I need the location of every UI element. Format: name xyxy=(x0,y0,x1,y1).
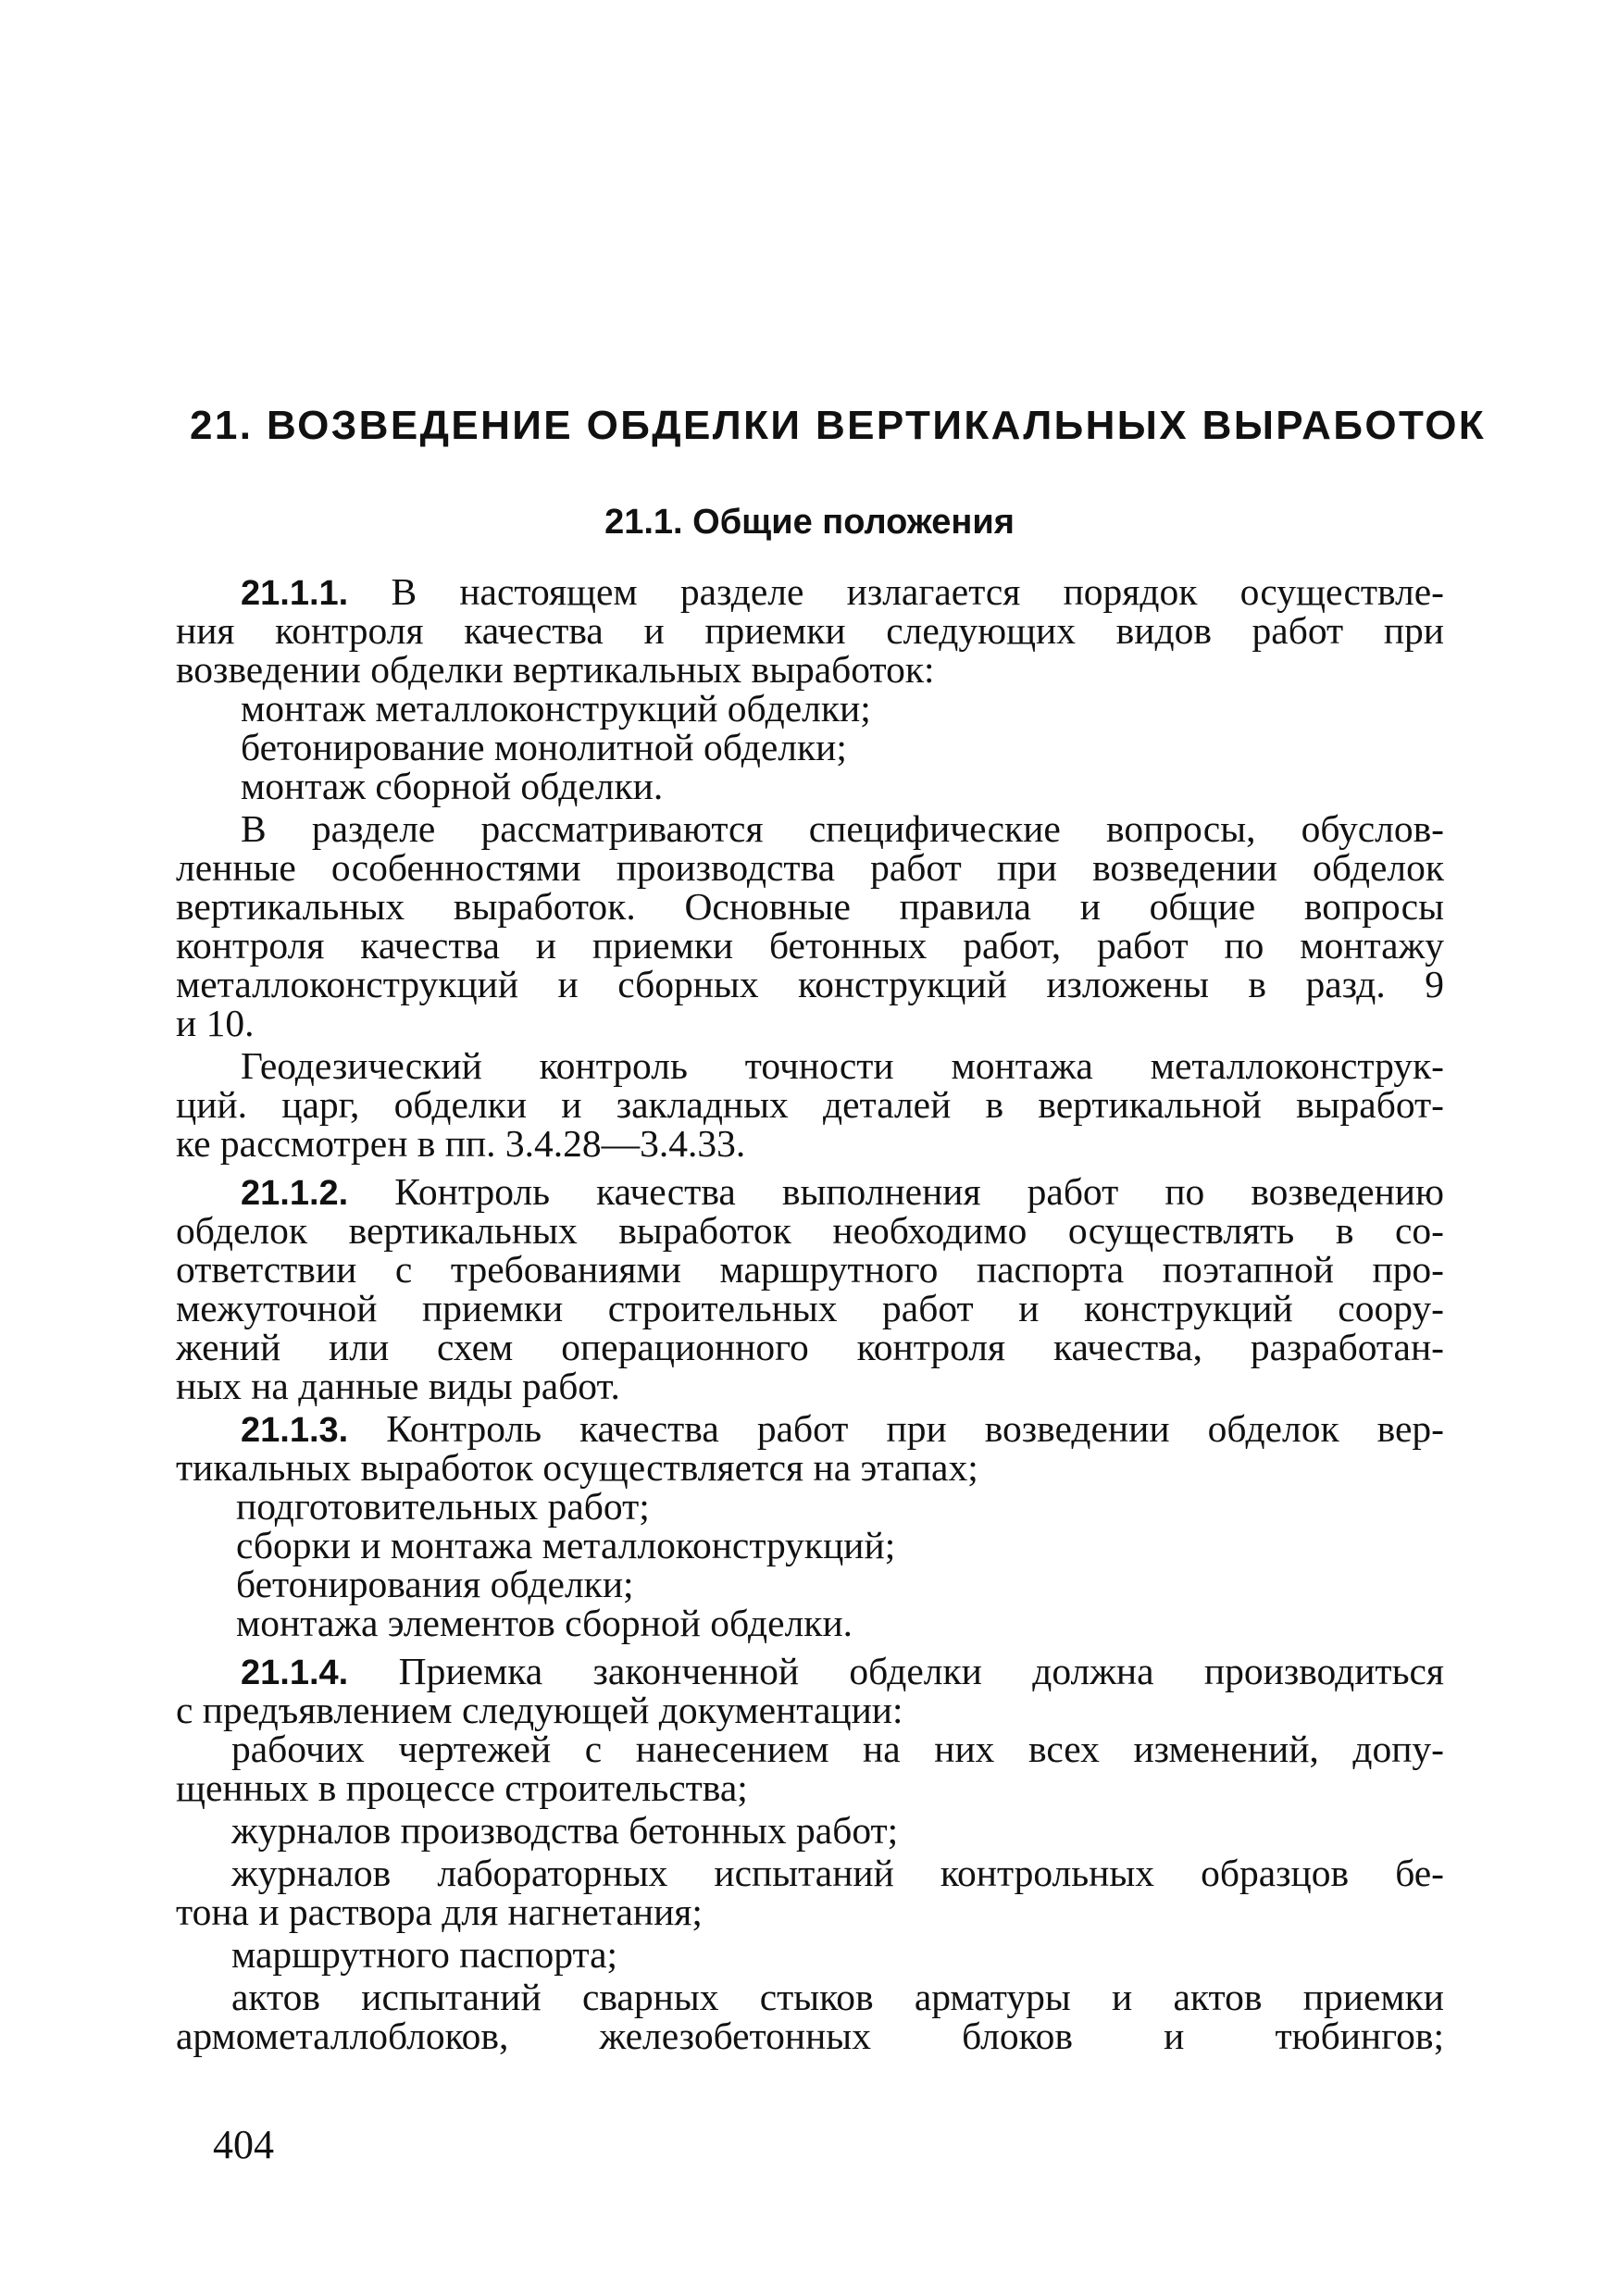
paragraph-line: и 10. xyxy=(176,1002,255,1044)
paragraph-line xyxy=(176,572,1444,611)
section-title: 21. ВОЗВЕДЕНИЕ ОБДЕЛКИ ВЕРТИКАЛЬНЫХ ВЫРАБОТОК xyxy=(190,403,1487,448)
clause-number: 21.1.4. xyxy=(241,1653,349,1692)
paragraph-line: с предъявлением следующей документации: xyxy=(176,1689,903,1731)
paragraph-line: ленные особенностями производства работ при возведении обделок xyxy=(176,846,1444,889)
paragraph-line xyxy=(176,1172,1444,1211)
list-item: бетонирования обделки; xyxy=(236,1563,634,1605)
list-item: журналов лабораторных испытаний контрольных образцов бе- xyxy=(231,1852,1444,1894)
paragraph-line: ных на данные виды работ. xyxy=(176,1365,620,1407)
paragraph-line: обделок вертикальных выработок необходимо осуществлять в со- xyxy=(176,1209,1444,1252)
paragraph-line: ответствии с требованиями маршрутного паспорта поэтапной про- xyxy=(176,1248,1444,1291)
paragraph-line: тикальных выработок осуществляется на этапах; xyxy=(176,1446,978,1489)
list-item: монтажа элементов сборной обделки. xyxy=(236,1602,853,1644)
list-item-continuation: щенных в процессе строительства; xyxy=(176,1766,748,1809)
list-item: бетонирование монолитной обделки; xyxy=(241,726,847,768)
clause-number: 21.1.1. xyxy=(241,574,349,613)
paragraph-line: контроля качества и приемки бетонных работ, работ по монтажу xyxy=(176,924,1444,967)
page-number: 404 xyxy=(213,2122,274,2167)
paragraph-line: вертикальных выработок. Основные правила и общие вопросы xyxy=(176,885,1444,928)
list-item: сборки и монтажа металлоконструкций; xyxy=(236,1524,896,1566)
paragraph-text: Контроль качества выполнения работ по возведению xyxy=(348,1170,1444,1213)
paragraph-line: возведении обделки вертикальных выработок: xyxy=(176,648,935,691)
list-item: рабочих чертежей с нанесением на них всех изменений, допу- xyxy=(231,1728,1444,1770)
paragraph-text: В настоящем разделе излагается порядок осуществле- xyxy=(348,570,1444,613)
list-item: журналов производства бетонных работ; xyxy=(231,1809,899,1852)
clause-number: 21.1.3. xyxy=(241,1411,349,1450)
paragraph-text: Приемка законченной обделки должна производиться xyxy=(348,1650,1444,1692)
paragraph-line: металлоконструкций и сборных конструкций изложены в разд. 9 xyxy=(176,963,1444,1005)
paragraph-line: В разделе рассматриваются специфические вопросы, обуслов- xyxy=(241,807,1444,850)
list-item: подготовительных работ; xyxy=(236,1485,650,1528)
list-item: монтаж сборной обделки. xyxy=(241,765,664,807)
list-item: монтаж металлоконструкций обделки; xyxy=(241,687,871,730)
paragraph-line: ния контроля качества и приемки следующих видов работ при xyxy=(176,609,1444,652)
paragraph-line: Геодезический контроль точности монтажа металлоконструк- xyxy=(241,1044,1444,1087)
list-item: маршрутного паспорта; xyxy=(231,1933,618,1976)
paragraph-line: межуточной приемки строительных работ и конструкций соору- xyxy=(176,1287,1444,1329)
paragraph-line xyxy=(176,1409,1444,1448)
clause-number: 21.1.2. xyxy=(241,1174,349,1213)
paragraph-text: Контроль качества работ при возведении обделок вер- xyxy=(348,1407,1444,1450)
paragraph-line: ке рассмотрен в пп. 3.4.28—3.4.33. xyxy=(176,1122,746,1165)
list-item: актов испытаний сварных стыков арматуры и актов приемки xyxy=(231,1976,1444,2018)
paragraph-line: жений или схем операционного контроля качества, разработан- xyxy=(176,1326,1444,1368)
paragraph-line: ций. царг, обделки и закладных деталей в вертикальной выработ- xyxy=(176,1083,1444,1126)
section-subtitle: 21.1. Общие положения xyxy=(604,503,1015,542)
list-item-continuation: тона и раствора для нагнетания; xyxy=(176,1890,703,1933)
list-item-continuation: армометаллоблоков, железобетонных блоков и тюбингов; xyxy=(176,2015,1444,2057)
paragraph-line xyxy=(176,1652,1444,1691)
body-text xyxy=(176,572,1444,2055)
